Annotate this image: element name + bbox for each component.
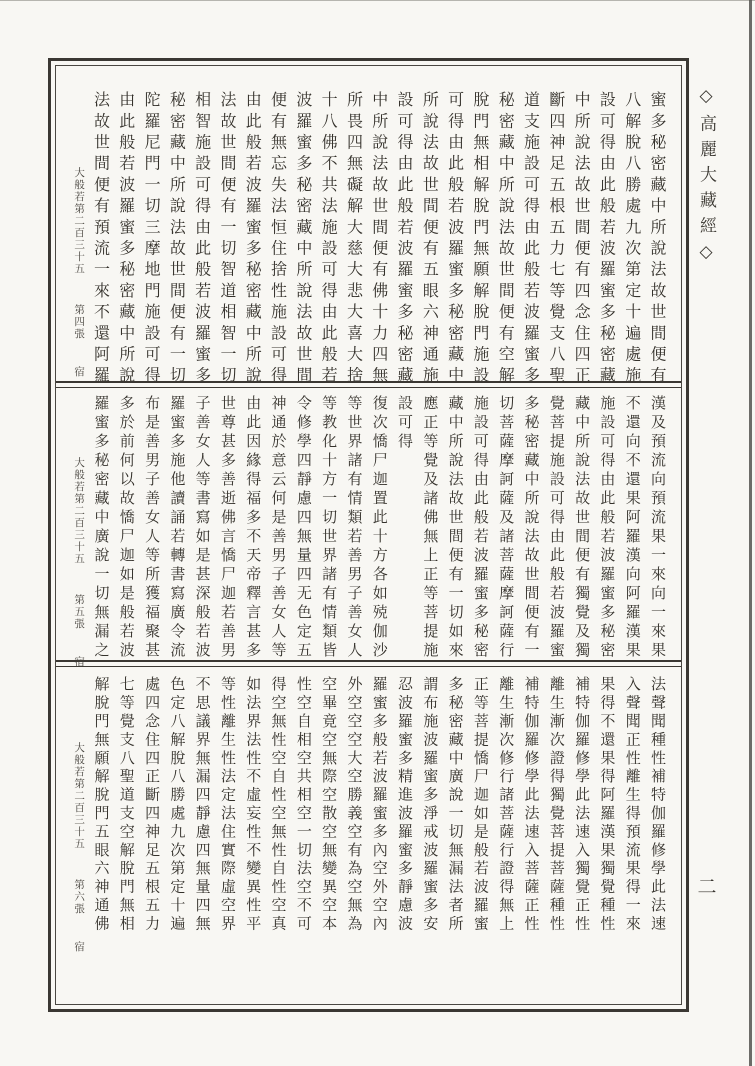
margin-note <box>70 676 88 953</box>
text-column: 補特伽羅修學此法速入菩薩正性 <box>522 676 541 934</box>
column-group-top <box>67 91 670 388</box>
scan-edge-right <box>749 0 752 1066</box>
text-column: 不思議界無漏四靜慮四無量四無 <box>193 676 212 934</box>
block-separator <box>56 660 681 667</box>
text-column: 應正等覺及諸佛無上正等菩提施 <box>421 395 440 661</box>
text-column: 復次憍尸迦置此十方各如殑伽沙 <box>370 395 389 661</box>
margin-note-scroll-title: 大般若第二百三十五 <box>73 167 86 275</box>
text-column: 便有無忘失法恒住捨性施設可得 <box>268 91 288 388</box>
text-column: 可得由此般若波羅蜜多秘密藏中 <box>445 91 465 388</box>
text-column: 離生漸次證得獨覺菩提菩薩種性 <box>547 676 566 934</box>
text-column: 法故世間便有預流一來不還阿羅 <box>91 91 111 388</box>
text-column: 施設可得由此般若波羅蜜多秘密 <box>598 395 617 661</box>
text-column: 正等菩提憍尸迦如是般若波羅蜜 <box>471 676 490 934</box>
text-column: 性空自相空共相空一切法空不可 <box>294 676 313 934</box>
text-column: 色定八解脫八勝處九次第定十遍 <box>168 676 187 934</box>
text-column: 切菩薩摩訶薩及諸菩薩摩訶薩行 <box>497 395 516 661</box>
text-column: 道支施設可得由此般若波羅蜜多 <box>521 91 541 388</box>
margin-note <box>70 395 88 668</box>
text-column: 藏中所說法故世間便有一切如來 <box>446 395 465 661</box>
page-frame <box>48 58 689 1012</box>
text-column: 由此因緣得福多不天帝釋言甚多 <box>244 395 263 661</box>
text-column: 脫門無相解脫門無願解脫門施設 <box>470 91 490 388</box>
text-column: 秘密藏中所說法故世間便有一切 <box>167 91 187 388</box>
text-column: 八解脫八勝處九次第定十遍處施 <box>622 91 642 388</box>
folio-number: 二 <box>697 876 717 898</box>
text-column: 等世界諸有情類若善男子善女人 <box>345 395 364 661</box>
text-column: 覺菩提施設可得由此般若波羅蜜 <box>547 395 566 661</box>
text-column: 羅蜜多施他讀誦若轉書寫廣令流 <box>168 395 187 661</box>
column-group-middle <box>67 395 670 668</box>
text-column: 由此般若波羅蜜多秘密藏中所說 <box>243 91 263 388</box>
text-column: 果得不還果得阿羅漢果獨覺種性 <box>598 676 617 934</box>
text-column: 十八佛不共法施設可得由此般若 <box>319 91 339 388</box>
page-frame-inner <box>55 65 682 1005</box>
text-column: 相智施設可得由此般若波羅蜜多 <box>192 91 212 388</box>
margin-note-scroll-title: 大般若第二百三十五 <box>73 742 86 850</box>
text-column: 中所說法故世間便有佛十力四無 <box>369 91 389 388</box>
text-block-middle <box>56 388 681 668</box>
scan-edge-top <box>0 0 755 1</box>
text-column: 入聲聞正性離生得預流果得一來 <box>623 676 642 934</box>
text-column: 補特伽羅修學此法速入獨覺正性 <box>573 676 592 934</box>
block-separator <box>56 381 681 388</box>
text-block-bottom <box>56 667 681 1004</box>
text-column: 由此般若波羅蜜多秘密藏中所說 <box>116 91 136 388</box>
margin-note-case-character: 宿 <box>73 656 86 668</box>
text-column: 設可得由此般若波羅蜜多秘密藏 <box>597 91 617 388</box>
text-column: 空畢竟空無際空散空無變異空本 <box>320 676 339 934</box>
text-column: 所畏四無礙解大慈大悲大喜大捨 <box>344 91 364 388</box>
margin-note-case-character: 宿 <box>73 941 86 953</box>
margin-note-sheet-number: 第六張 <box>73 878 86 915</box>
text-column: 中所說法故世間便有四念住四正 <box>572 91 592 388</box>
text-column: 布是善男子善女人等所獲福聚甚 <box>143 395 162 661</box>
text-column: 斷四神足五根五力七等覺支八聖 <box>546 91 566 388</box>
margin-note-scroll-title: 大般若第二百三十五 <box>73 457 86 565</box>
text-column: 設可得由此般若波羅蜜多秘密藏 <box>395 91 415 388</box>
margin-note <box>70 91 88 383</box>
text-column: 多秘密藏中所說法故世間便有一 <box>522 395 541 661</box>
text-column: 羅蜜多般若波羅蜜多內空外空內 <box>370 676 389 934</box>
text-column: 令修學四靜慮四無量四无色定五 <box>294 395 313 661</box>
text-column: 解脫門無願解脫門五眼六神通佛 <box>92 676 111 934</box>
text-column: 如法界法性不虛妄性不變異性平 <box>244 676 263 934</box>
column-group-bottom <box>67 676 670 953</box>
margin-note-sheet-number: 第五張 <box>73 593 86 630</box>
text-column: 波羅蜜多秘密藏中所說法故世間 <box>293 91 313 388</box>
text-column: 蜜多秘密藏中所說法故世間便有 <box>648 91 667 388</box>
text-column: 秘密藏中所說法故世間便有空解 <box>496 91 516 388</box>
text-column: 漢及預流向預流果一來向一來果 <box>649 395 667 661</box>
text-column: 不還向不還果阿羅漢向阿羅漢果 <box>623 395 642 661</box>
margin-note-sheet-number: 第四張 <box>73 303 86 340</box>
text-column: 謂布施波羅蜜多淨戒波羅蜜多安 <box>421 676 440 934</box>
text-column: 世尊甚多善逝佛言憍尸迦若善男 <box>218 395 237 661</box>
text-column: 藏中所說法故世間便有獨覺及獨 <box>573 395 592 661</box>
text-column: 等教化十方一切世界諸有情類皆 <box>320 395 339 661</box>
margin-note-case-character: 宿 <box>73 366 86 378</box>
text-column: 神通於意云何是善男子善女人等 <box>269 395 288 661</box>
text-block-top <box>56 66 681 388</box>
text-column: 等性離生性法定法住實際虛空界 <box>218 676 237 934</box>
text-column: 得空無性空自性空無性自性空真 <box>269 676 288 934</box>
text-column: 設可得 <box>396 395 415 452</box>
text-column: 七等覺支八聖道支空解脫門無相 <box>117 676 136 934</box>
text-column: 忍波羅蜜多精進波羅蜜多靜慮波 <box>396 676 415 934</box>
text-column: 陀羅尼門一切三摩地門施設可得 <box>142 91 162 388</box>
text-column: 子善女人等書寫如是甚深般若波 <box>193 395 212 661</box>
text-column: 法聲聞種性補特伽羅修學此法速 <box>649 676 667 934</box>
edition-title: ◇高麗大藏經◇ <box>696 86 716 271</box>
text-column: 法故世間便有一切智道相智一切 <box>217 91 237 388</box>
text-column: 所說法故世間便有五眼六神通施 <box>420 91 440 388</box>
text-column: 施設可得由此般若波羅蜜多秘密 <box>471 395 490 661</box>
text-column: 多秘密藏中廣說一切無漏法者所 <box>446 676 465 934</box>
text-column: 羅蜜多秘密藏中廣說一切無漏之 <box>92 395 111 661</box>
text-column: 離生漸次修行諸菩薩行證得無上 <box>497 676 516 934</box>
text-column: 處四念住四正斷四神足五根五力 <box>143 676 162 934</box>
text-column: 多於前何以故憍尸迦如是般若波 <box>117 395 136 661</box>
text-column: 外空空空大空勝義空有為空無為 <box>345 676 364 934</box>
